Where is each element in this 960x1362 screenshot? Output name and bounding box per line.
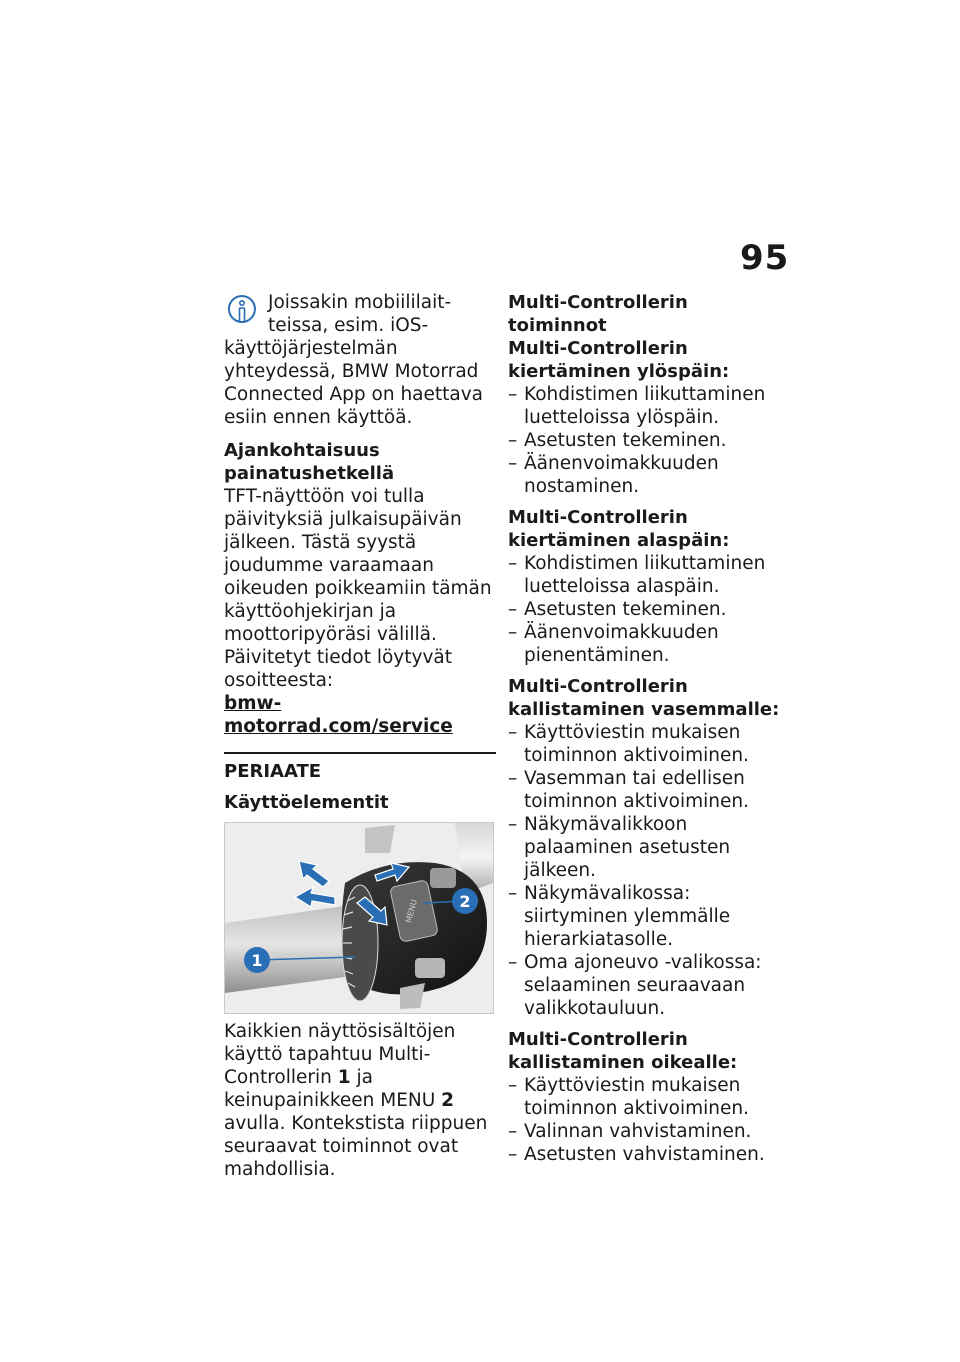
info-note [224,291,496,429]
service-link[interactable]: bmw-motorrad.com/service [224,693,453,737]
group-rotate-down [508,506,780,667]
list-item: – Kohdistimen liikuttaminen luetteloissa ylöspäin. [508,383,780,429]
controls-figure [224,822,494,1014]
upper-switch [430,868,456,888]
section-title: PERIAATE [224,761,322,782]
note-text-line1: Joissakin mobiililait- [268,292,452,313]
group-heading: Multi-Controllerin kallistaminen vasemmalle: [508,676,780,720]
list-item: – Valinnan vahvistaminen. [508,1120,780,1143]
list-item: – Asetusten vahvistaminen. [508,1143,780,1166]
list-item: – Asetusten tekeminen. [508,598,780,621]
caption-text: Kaikkien näyttösisältöjen käyttö tapahtuu Multi-Controllerin 1 ja keinupainikkeen MENU 2 avulla. Kontekstista riippuen seuraavat toiminnot ovat mahdollisia. [224,1021,488,1180]
list-item: – Kohdistimen liikuttaminen luetteloissa alaspäin. [508,552,780,598]
list-item: – Näkymävalikossa: siirtyminen ylemmälle hierarkiatasolle. [508,882,780,951]
top-lever [365,825,395,853]
ref-2: 2 [441,1090,455,1111]
lower-switch [415,958,445,978]
list-item: – Asetusten tekeminen. [508,429,780,452]
left-column [224,291,496,1181]
timeliness-text: TFT-näyttöön voi tulla päivityksiä julkaisupäivän jälkeen. Tästä syystä joudumme varaamaan oikeuden poikkeamiin tämän käyttöohjekirjan ja moottoripyöräsi välillä. Päivitetyt tiedot löytyvät osoitteesta: [224,486,492,691]
ref-1: 1 [337,1067,351,1088]
group-heading: Multi-Controllerin kiertäminen alaspäin: [508,507,730,551]
group-list [508,1074,780,1166]
list-item: – Äänenvoimakkuuden pienentäminen. [508,621,780,667]
list-item: – Äänenvoimakkuuden nostaminen. [508,452,780,498]
info-icon [224,293,260,333]
right-column [508,291,780,1166]
group-list [508,383,780,498]
list-item: – Näkymävalikkoon palaaminen asetusten jälkeen. [508,813,780,882]
timeliness-heading: Ajankohtaisuus painatushetkellä [224,440,395,484]
group-tilt-left [508,675,780,1020]
functions-title: Multi-Controllerin toiminnot [508,292,688,336]
handlebar-illustration [225,823,493,1013]
menu-button-label: MENU [404,898,419,924]
callout-1-label: 1 [251,951,263,970]
list-item: – Oma ajoneuvo -valikossa: selaaminen seuraavaan valikkotauluun. [508,951,780,1020]
subsection-title: Käyttöelementit [224,792,389,813]
callout-2-label: 2 [459,892,471,911]
list-item: – Vasemman tai edellisen toiminnon aktivoiminen. [508,767,780,813]
group-heading: Multi-Controllerin kallistaminen oikealle: [508,1029,738,1073]
note-text-line2: teissa, esim. iOS- [268,315,429,336]
page-number: 95 [740,238,790,278]
note-text: käyttöjärjestelmän yhteydessä, BMW Motorrad Connected App on haettava esiin ennen käyttöä. [224,338,484,428]
list-item: – Käyttöviestin mukaisen toiminnon aktivoiminen. [508,721,780,767]
group-list [508,721,780,1020]
list-item: – Käyttöviestin mukaisen toiminnon aktivoiminen. [508,1074,780,1120]
group-list [508,552,780,667]
group-rotate-up [508,337,780,498]
group-heading: Multi-Controllerin kiertäminen ylöspäin: [508,338,730,382]
group-tilt-right [508,1028,780,1166]
section-divider [224,752,496,783]
